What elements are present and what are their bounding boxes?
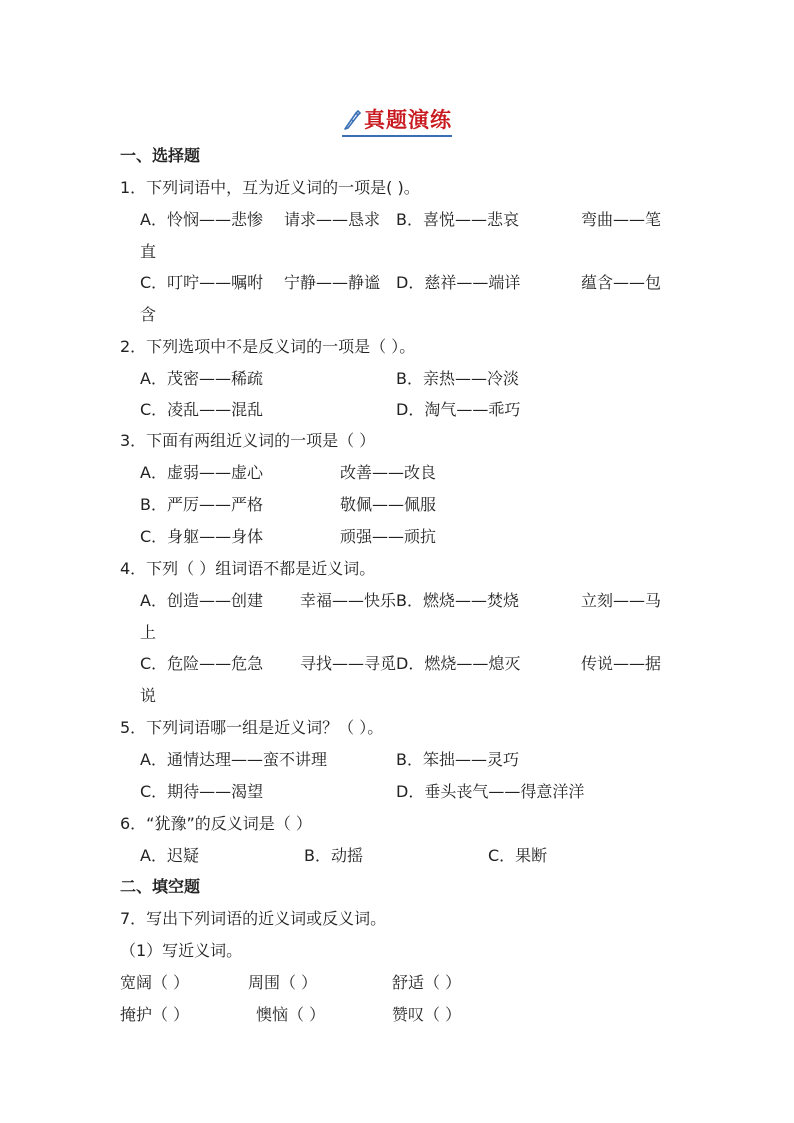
section-heading-fill: 二、填空题 <box>120 877 201 896</box>
q7-item-3[interactable]: 舒适（ ） <box>392 973 462 992</box>
q7-subquestion-1: （1）写近义词。 <box>120 941 243 960</box>
q3-option-b: B．严厉——严格 <box>140 495 263 514</box>
q4-option-d: D．燃烧——熄灭 <box>396 654 521 673</box>
q4-option-b-wrap: 上 <box>140 623 157 642</box>
question-6-stem: 6．“犹豫”的反义词是（ ） <box>120 814 312 833</box>
q1-option-c-pair2: 宁静——静谧 <box>284 273 381 292</box>
q4-option-a-pair2: 幸福——快乐 <box>300 591 397 610</box>
q1-option-d-pair2: 蕴含——包 <box>581 273 662 292</box>
question-3-stem: 3．下面有两组近义词的一项是（ ） <box>120 431 376 450</box>
q5-option-c: C．期待——渴望 <box>140 782 264 801</box>
q6-option-b: B．动摇 <box>304 846 363 865</box>
q7-item-5[interactable]: 懊恼（ ） <box>256 1005 326 1024</box>
q6-option-c: C．果断 <box>488 846 548 865</box>
q2-option-b: B．亲热——冷淡 <box>396 369 519 388</box>
title-text: 真题演练 <box>364 107 452 132</box>
q2-option-a: A．茂密——稀疏 <box>140 369 263 388</box>
page-title <box>0 104 794 137</box>
q7-item-2[interactable]: 周围（ ） <box>248 973 318 992</box>
q1-option-b-wrap: 直 <box>140 242 157 261</box>
q4-option-b: B．燃烧——焚烧 <box>396 591 519 610</box>
question-4-stem: 4．下列（ ）组词语不都是近义词。 <box>120 559 376 578</box>
q1-option-a-pair2: 请求——恳求 <box>284 210 381 229</box>
q4-option-d-wrap: 说 <box>140 686 157 705</box>
q6-option-a: A．迟疑 <box>140 846 199 865</box>
section-heading-choice: 一、选择题 <box>120 146 201 165</box>
q5-option-d: D．垂头丧气——得意洋洋 <box>396 782 585 801</box>
q3-option-a-pair2: 改善——改良 <box>340 463 437 482</box>
q4-option-b-pair2: 立刻——马 <box>581 591 662 610</box>
q7-item-4[interactable]: 掩护（ ） <box>120 1005 190 1024</box>
q5-option-b: B．笨拙——灵巧 <box>396 750 519 769</box>
q3-option-b-pair2: 敬佩——佩服 <box>340 495 437 514</box>
q1-option-a: A．怜悯——悲惨 <box>140 210 263 229</box>
q4-option-c: C．危险——危急 <box>140 654 264 673</box>
q1-option-d: D．慈祥——端详 <box>396 273 521 292</box>
question-7-stem: 7．写出下列词语的近义词或反义词。 <box>120 909 387 928</box>
pencil-icon <box>342 108 362 130</box>
q5-option-a: A．通情达理——蛮不讲理 <box>140 750 327 769</box>
title-wrapper <box>342 104 452 137</box>
question-1-stem: 1．下列词语中，互为近义词的一项是( )。 <box>120 178 420 197</box>
q3-option-c: C．身躯——身体 <box>140 527 264 546</box>
question-2-stem: 2．下列选项中不是反义词的一项是（ ）。 <box>120 337 416 356</box>
q2-option-c: C．凌乱——混乱 <box>140 400 264 419</box>
q4-option-a: A．创造——创建 <box>140 591 263 610</box>
question-5-stem: 5．下列词语哪一组是近义词？（ ）。 <box>120 718 384 737</box>
q3-option-a: A．虚弱——虚心 <box>140 463 263 482</box>
q7-item-1[interactable]: 宽阔（ ） <box>120 973 190 992</box>
q1-option-b-pair2: 弯曲——笔 <box>581 210 662 229</box>
q7-item-6[interactable]: 赞叹（ ） <box>392 1005 462 1024</box>
q1-option-b: B．喜悦——悲哀 <box>396 210 519 229</box>
q1-option-c: C．叮咛——嘱咐 <box>140 273 264 292</box>
q4-option-d-pair2: 传说——据 <box>581 654 662 673</box>
q4-option-c-pair2: 寻找——寻觅 <box>300 654 397 673</box>
q2-option-d: D．淘气——乖巧 <box>396 400 521 419</box>
q1-option-d-wrap: 含 <box>140 305 157 324</box>
q3-option-c-pair2: 顽强——顽抗 <box>340 527 437 546</box>
